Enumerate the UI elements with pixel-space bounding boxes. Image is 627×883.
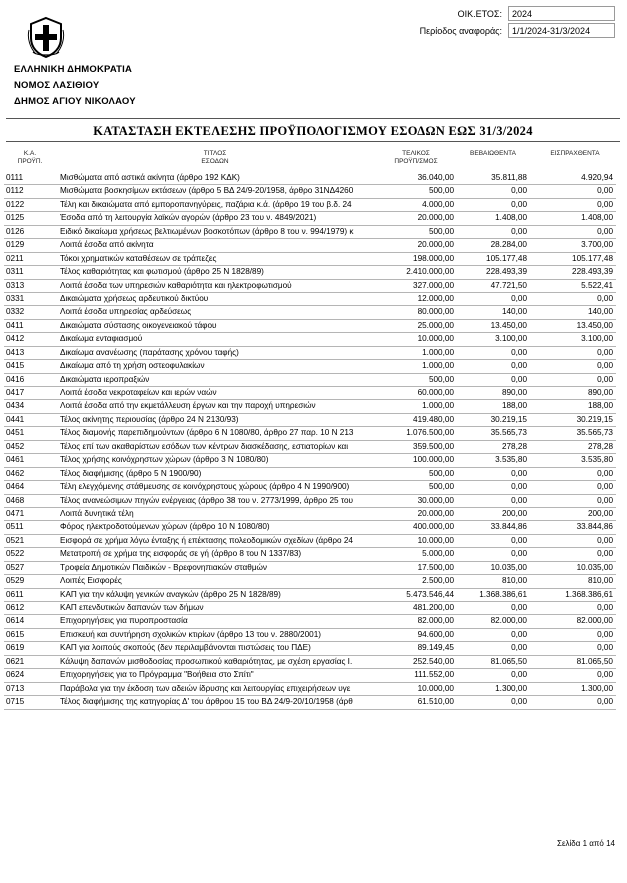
table-row bbox=[4, 562, 616, 575]
row-budget: 10.000,00 bbox=[417, 334, 454, 344]
org-line-municipality: ΔΗΜΟΣ ΑΓΙΟΥ ΝΙΚΟΛΑΟΥ bbox=[14, 96, 136, 107]
table-row bbox=[4, 226, 616, 239]
row-certified: 13.450,00 bbox=[490, 320, 527, 330]
row-certified: 200,00 bbox=[501, 508, 527, 518]
row-collected: 1.368.386,61 bbox=[565, 589, 613, 599]
row-code: 0715 bbox=[6, 697, 25, 707]
greek-coat-of-arms-icon bbox=[27, 16, 65, 58]
row-certified: 0,00 bbox=[511, 186, 527, 196]
row-code: 0511 bbox=[6, 522, 24, 532]
row-title: Τόκοι χρηματικών καταθέσεων σε τράπεζες bbox=[60, 253, 217, 263]
row-collected: 0,00 bbox=[597, 603, 613, 612]
row-code: 0461 bbox=[6, 455, 25, 465]
row-collected: 1.300,00 bbox=[581, 683, 613, 693]
row-code: 0332 bbox=[6, 307, 25, 317]
row-collected: 0,00 bbox=[597, 186, 613, 196]
row-collected: 0,00 bbox=[597, 347, 613, 357]
col-header-collected: ΕΙΣΠΡΑΧΘΕΝΤΑ bbox=[550, 150, 600, 157]
row-budget: 327.000,00 bbox=[413, 280, 454, 290]
row-collected: 0,00 bbox=[597, 549, 613, 559]
row-title: ΚΑΠ για την κάλυψη γενικών αναγκών (άρθρο 25 Ν 1828/89) bbox=[60, 589, 281, 599]
row-certified: 1.408,00 bbox=[495, 213, 527, 223]
row-certified: 0,00 bbox=[511, 347, 527, 357]
row-collected: 140,00 bbox=[587, 307, 613, 317]
row-code: 0451 bbox=[6, 428, 25, 438]
row-code: 0417 bbox=[6, 388, 25, 397]
row-code: 0464 bbox=[6, 482, 25, 492]
row-collected: 0,00 bbox=[597, 199, 613, 209]
row-title: Λοιπά έσοδα υπηρεσίας αρδεύσεως bbox=[60, 307, 192, 317]
table-row bbox=[4, 696, 616, 709]
row-certified: 33.844,86 bbox=[490, 522, 527, 532]
row-title: Λοιπά δυνητικά τέλη bbox=[60, 508, 134, 518]
table-row bbox=[4, 468, 616, 481]
row-collected: 0,00 bbox=[597, 374, 613, 384]
row-code: 0529 bbox=[6, 576, 25, 586]
row-title: Μισθώματα από αστικά ακίνητα (άρθρο 192 ΚΔΚ) bbox=[60, 173, 240, 182]
row-budget: 10.000,00 bbox=[417, 683, 454, 693]
row-title: Μετατροπή σε χρήμα της εισφοράς σε γή (άρθρο 8 του Ν 1337/83) bbox=[60, 549, 302, 559]
row-code: 0126 bbox=[6, 226, 25, 236]
row-code: 0434 bbox=[6, 401, 25, 411]
table-row bbox=[4, 454, 616, 467]
row-code: 0468 bbox=[6, 495, 25, 505]
row-budget: 94.600,00 bbox=[417, 629, 454, 639]
row-title: Επιχορηγήσεις για το Πρόγραμμα "Βοήθεια στο Σπίτι" bbox=[60, 670, 254, 680]
row-collected: 810,00 bbox=[587, 576, 613, 586]
row-collected: 0,00 bbox=[597, 495, 613, 505]
row-title: Παράβολα για την έκδοση των αδειών ίδρυσης και λειτουργίας επιχειρήσεων υγε bbox=[60, 683, 351, 693]
row-title: Τέλος επί των ακαθαρίστων εσόδων των κέντρων διασκέδασης, εστιατορίων και bbox=[60, 441, 349, 451]
row-code: 0452 bbox=[6, 441, 25, 451]
row-title: Μισθώματα βοσκησίμων εκτάσεων (άρθρο 5 ΒΔ 24/9-20/1958, άρθρο 31ΝΔ4260 bbox=[60, 186, 354, 196]
row-title: Τέλη ελεγχόμενης στάθμευσης σε κοινόχρηστους χώρους (άρθρο 4 Ν 1990/900) bbox=[60, 482, 350, 492]
page-number: Σελίδα 1 από 14 bbox=[557, 839, 615, 848]
row-certified: 810,00 bbox=[501, 576, 527, 586]
row-code: 0522 bbox=[6, 549, 25, 559]
row-code: 0621 bbox=[6, 656, 25, 666]
row-code: 0122 bbox=[6, 199, 25, 209]
table-row bbox=[4, 481, 616, 494]
row-code: 0612 bbox=[6, 603, 25, 612]
row-certified: 0,00 bbox=[511, 549, 527, 559]
table-row bbox=[4, 280, 616, 293]
table-row bbox=[4, 253, 616, 266]
title-top-rule bbox=[6, 118, 620, 119]
col-header-code: Κ.Α. ΠΡΟΫΠ. bbox=[17, 150, 43, 165]
row-collected: 0,00 bbox=[597, 670, 613, 680]
row-budget: 4.000,00 bbox=[422, 199, 454, 209]
row-title: Τέλος διαφήμισης (άρθρο 5 Ν 1900/90) bbox=[60, 468, 202, 478]
col-header-title: ΤΙΤΛΟΣ ΕΣΟΔΩΝ bbox=[201, 150, 229, 165]
row-collected: 3.100,00 bbox=[581, 334, 613, 344]
row-certified: 81.065,50 bbox=[490, 656, 527, 666]
row-code: 0125 bbox=[6, 213, 25, 223]
table-row bbox=[4, 427, 616, 440]
row-budget: 10.000,00 bbox=[417, 535, 454, 545]
table-row bbox=[4, 293, 616, 306]
row-code: 0441 bbox=[6, 414, 25, 424]
table-row bbox=[4, 333, 616, 346]
row-code: 0619 bbox=[6, 643, 25, 653]
table-row bbox=[4, 669, 616, 682]
row-collected: 200,00 bbox=[587, 508, 613, 518]
row-budget: 500,00 bbox=[428, 226, 454, 236]
table-row bbox=[4, 320, 616, 333]
row-collected: 5.522,41 bbox=[581, 280, 613, 290]
row-budget: 5.473.546,44 bbox=[406, 589, 454, 599]
table-row bbox=[4, 387, 616, 400]
fiscal-year-label: ΟΙΚ.ΕΤΟΣ: bbox=[457, 9, 502, 19]
row-certified: 35.565,73 bbox=[490, 428, 527, 438]
title-bottom-rule bbox=[6, 141, 620, 142]
row-collected: 278,28 bbox=[587, 441, 613, 451]
table-row bbox=[4, 414, 616, 427]
row-certified: 278,28 bbox=[501, 441, 527, 451]
row-certified: 228.493,39 bbox=[486, 267, 527, 277]
row-budget: 500,00 bbox=[428, 468, 454, 478]
row-title: Λοιπά έσοδα από την εκμετάλλευση έργων και την παροχή υπηρεσιών bbox=[60, 401, 316, 411]
revenue-table bbox=[4, 172, 616, 710]
report-title: ΚΑΤΑΣΤΑΣΗ ΕΚΤΕΛΕΣΗΣ ΠΡΟΫΠΟΛΟΓΙΣΜΟΥ ΕΣΟΔΩΝ ΕΩΣ 31/3/2024 bbox=[93, 124, 533, 138]
row-code: 0415 bbox=[6, 361, 25, 371]
row-certified: 0,00 bbox=[511, 226, 527, 236]
row-certified: 890,00 bbox=[501, 388, 527, 397]
row-certified: 1.300,00 bbox=[495, 683, 527, 693]
col-header-certified: ΒΕΒΑΙΩΘΕΝΤΑ bbox=[470, 150, 516, 157]
row-certified: 47.721,50 bbox=[490, 280, 527, 290]
row-budget: 30.000,00 bbox=[417, 495, 454, 505]
row-title: ΚΑΠ για λοιπούς σκοπούς (δεν περιλαμβάνονται πιστώσεις του ΠΔΕ) bbox=[60, 643, 311, 653]
row-code: 0311 bbox=[6, 267, 24, 277]
row-collected: 10.035,00 bbox=[576, 562, 613, 572]
table-row bbox=[4, 575, 616, 588]
table-row bbox=[4, 172, 616, 185]
row-certified: 0,00 bbox=[511, 199, 527, 209]
row-title: Δικαίωμα ενταφιασμού bbox=[60, 334, 143, 344]
row-budget: 20.000,00 bbox=[417, 508, 454, 518]
row-certified: 82.000,00 bbox=[490, 616, 527, 626]
table-row bbox=[4, 199, 616, 212]
row-title: ΚΑΠ επενδυτικών δαπανών των δήμων bbox=[60, 603, 204, 612]
row-collected: 188,00 bbox=[587, 401, 613, 411]
row-code: 0521 bbox=[6, 535, 25, 545]
row-budget: 80.000,00 bbox=[417, 307, 454, 317]
row-title: Εισφορά σε χρήμα λόγω ένταξης ή επέκτασης πολεοδομικών σχεδίων (άρθρο 24 bbox=[60, 535, 353, 545]
table-row bbox=[4, 495, 616, 508]
row-code: 0112 bbox=[6, 186, 24, 196]
table-row bbox=[4, 360, 616, 373]
org-line-prefecture: ΝΟΜΟΣ ΛΑΣΙΘΙΟΥ bbox=[14, 80, 100, 91]
row-collected: 1.408,00 bbox=[581, 213, 613, 223]
row-collected: 82.000,00 bbox=[576, 616, 613, 626]
row-budget: 500,00 bbox=[428, 482, 454, 492]
row-certified: 1.368.386,61 bbox=[479, 589, 527, 599]
row-budget: 481.200,00 bbox=[413, 603, 454, 612]
row-title: Ειδικό δικαίωμα χρήσεως βελτιωμένων βοσκοτόπων (άρθρο 8 του ν. 994/1979) κ bbox=[60, 226, 354, 236]
table-row bbox=[4, 629, 616, 642]
row-certified: 35.811,88 bbox=[491, 173, 527, 182]
table-row bbox=[4, 589, 616, 602]
row-title: Τέλη και δικαιώματα από εμποροπανηγύρεις, παζάρια κ.ά. (άρθρο 19 του β.δ. 24 bbox=[60, 199, 352, 209]
row-certified: 0,00 bbox=[511, 374, 527, 384]
table-row bbox=[4, 239, 616, 252]
row-budget: 1.000,00 bbox=[422, 347, 454, 357]
row-budget: 2.500,00 bbox=[422, 576, 454, 586]
row-title: Τέλος ανανεώσιμων πηγών ενέργειας (άρθρο 38 του ν. 2773/1999, άρθρο 25 του bbox=[60, 495, 353, 505]
row-budget: 198.000,00 bbox=[413, 253, 454, 263]
row-title: Δικαίωμα από τη χρήση οστεοφυλακίων bbox=[60, 361, 205, 371]
row-budget: 2.410.000,00 bbox=[406, 267, 454, 277]
row-title: Επισκευή και συντήρηση σχολικών κτιρίων (άρθρο 13 του ν. 2880/2001) bbox=[60, 629, 321, 639]
row-title: Δικαιώματα χρήσεως αρδευτικού δικτύου bbox=[60, 293, 209, 303]
row-budget: 419.480,00 bbox=[413, 414, 454, 424]
row-budget: 20.000,00 bbox=[417, 213, 454, 223]
row-collected: 35.565,73 bbox=[576, 428, 613, 438]
table-row bbox=[4, 521, 616, 534]
row-collected: 0,00 bbox=[597, 535, 613, 545]
row-title: Τέλος διαφήμισης της κατηγορίας Δ' του άρθρου 15 του ΒΔ 24/9-20/10/1958 (άρθ bbox=[60, 697, 353, 707]
row-code: 0416 bbox=[6, 374, 25, 384]
row-budget: 400.000,00 bbox=[413, 522, 454, 532]
row-title: Λοιπά έσοδα νεκροταφείων και ιερών ναών bbox=[60, 388, 217, 397]
row-budget: 500,00 bbox=[428, 186, 454, 196]
row-certified: 188,00 bbox=[501, 401, 527, 411]
row-certified: 0,00 bbox=[511, 643, 527, 653]
row-code: 0211 bbox=[6, 253, 24, 263]
table-row bbox=[4, 615, 616, 628]
table-row bbox=[4, 400, 616, 413]
row-code: 0413 bbox=[6, 347, 25, 357]
table-row bbox=[4, 374, 616, 387]
row-code: 0331 bbox=[6, 293, 25, 303]
row-title: Δικαίωμα ανανέωσης (παράτασης χρόνου ταφής) bbox=[60, 347, 239, 357]
row-budget: 12.000,00 bbox=[417, 293, 454, 303]
table-row bbox=[4, 441, 616, 454]
row-code: 0411 bbox=[6, 320, 24, 330]
row-collected: 890,00 bbox=[587, 388, 613, 397]
row-title: Λοιπά έσοδα των υπηρεσιών καθαριότητα και ηλεκτροφωτισμού bbox=[60, 280, 292, 290]
row-code: 0471 bbox=[6, 508, 25, 518]
row-budget: 17.500,00 bbox=[417, 562, 454, 572]
row-collected: 30.219,15 bbox=[576, 414, 613, 424]
row-code: 0462 bbox=[6, 468, 25, 478]
row-code: 0129 bbox=[6, 240, 25, 250]
row-certified: 0,00 bbox=[511, 495, 527, 505]
row-collected: 0,00 bbox=[597, 482, 613, 492]
row-collected: 0,00 bbox=[597, 629, 613, 639]
row-title: Τέλος χρήσης κοινόχρηστων χώρων (άρθρο 3 Ν 1080/80) bbox=[60, 455, 269, 465]
row-title: Δικαιώματα σύστασης οικογενειακού τάφου bbox=[60, 320, 217, 330]
row-collected: 0,00 bbox=[597, 643, 613, 653]
table-row bbox=[4, 602, 616, 615]
row-certified: 0,00 bbox=[511, 603, 527, 612]
row-collected: 0,00 bbox=[597, 697, 613, 707]
row-certified: 3.535,80 bbox=[495, 455, 527, 465]
row-collected: 0,00 bbox=[597, 361, 613, 371]
row-collected: 33.844,86 bbox=[576, 522, 613, 532]
row-title: Κάλυψη δαπανών μισθοδοσίας προσωπικού καθαριότητας, με σχέση εργασίας Ι. bbox=[60, 656, 353, 666]
row-certified: 105.177,48 bbox=[486, 253, 527, 263]
row-certified: 0,00 bbox=[511, 535, 527, 545]
fiscal-year-field: 2024 bbox=[508, 6, 615, 21]
row-collected: 0,00 bbox=[597, 226, 613, 236]
row-budget: 5.000,00 bbox=[422, 549, 454, 559]
row-code: 0614 bbox=[6, 616, 25, 626]
row-collected: 81.065,50 bbox=[576, 656, 613, 666]
table-row bbox=[4, 548, 616, 561]
row-budget: 1.076.500,00 bbox=[406, 428, 454, 438]
col-header-budget: ΤΕΛΙΚΟΣ ΠΡΟΫΠ/ΣΜΟΣ bbox=[394, 150, 438, 165]
row-certified: 30.219,15 bbox=[490, 414, 527, 424]
row-collected: 0,00 bbox=[597, 468, 613, 478]
row-budget: 100.000,00 bbox=[413, 455, 454, 465]
row-title: Δικαιώματα ιεροπραξιών bbox=[60, 374, 150, 384]
period-field: 1/1/2024-31/3/2024 bbox=[508, 23, 615, 38]
table-row bbox=[4, 656, 616, 669]
row-budget: 89.149,45 bbox=[417, 643, 454, 653]
row-collected: 13.450,00 bbox=[576, 320, 613, 330]
row-title: Τέλος διαμονής παρεπιδημούντων (άρθρο 6 Ν 1080/80, άρθρο 27 παρ. 10 Ν 213 bbox=[60, 428, 354, 438]
row-collected: 105.177,48 bbox=[572, 253, 613, 263]
row-budget: 111.552,00 bbox=[414, 670, 454, 680]
row-code: 0615 bbox=[6, 629, 25, 639]
row-budget: 60.000,00 bbox=[417, 388, 454, 397]
row-certified: 0,00 bbox=[511, 629, 527, 639]
row-budget: 36.040,00 bbox=[417, 173, 454, 182]
row-title: Επιχορηγήσεις για πυροπροστασία bbox=[60, 616, 188, 626]
row-title: Λοιπές Εισφορές bbox=[60, 576, 122, 586]
row-collected: 4.920,94 bbox=[581, 173, 613, 182]
row-budget: 1.000,00 bbox=[422, 401, 454, 411]
table-row bbox=[4, 347, 616, 360]
row-certified: 140,00 bbox=[501, 307, 527, 317]
row-collected: 228.493,39 bbox=[572, 267, 613, 277]
row-code: 0611 bbox=[6, 589, 24, 599]
row-title: Τροφεία Δημοτικών Παιδικών - Βρεφονηπιακών σταθμών bbox=[60, 562, 268, 572]
row-budget: 61.510,00 bbox=[417, 697, 454, 707]
row-certified: 28.284,00 bbox=[490, 240, 527, 250]
row-budget: 20.000,00 bbox=[417, 240, 454, 250]
row-title: Έσοδα από τη λειτουργία λαϊκών αγορών (άρθρο 23 του ν. 4849/2021) bbox=[60, 213, 317, 223]
row-budget: 500,00 bbox=[428, 374, 454, 384]
row-certified: 0,00 bbox=[511, 468, 527, 478]
row-budget: 359.500,00 bbox=[413, 441, 454, 451]
row-certified: 0,00 bbox=[511, 697, 527, 707]
org-line-republic: ΕΛΛΗΝΙΚΗ ΔΗΜΟΚΡΑΤΙΑ bbox=[14, 64, 133, 75]
table-row bbox=[4, 535, 616, 548]
row-code: 0313 bbox=[6, 280, 25, 290]
row-code: 0111 bbox=[6, 173, 23, 182]
row-code: 0713 bbox=[6, 683, 25, 693]
table-row bbox=[4, 642, 616, 655]
row-code: 0624 bbox=[6, 670, 25, 680]
row-certified: 10.035,00 bbox=[490, 562, 527, 572]
row-code: 0412 bbox=[6, 334, 25, 344]
row-collected: 3.535,80 bbox=[581, 455, 613, 465]
row-certified: 0,00 bbox=[511, 361, 527, 371]
row-certified: 0,00 bbox=[511, 670, 527, 680]
period-label: Περίοδος αναφοράς: bbox=[419, 26, 502, 36]
row-collected: 3.700,00 bbox=[581, 240, 613, 250]
row-certified: 0,00 bbox=[511, 482, 527, 492]
row-title: Τέλος ακίνητης περιουσίας (άρθρο 24 Ν 2130/93) bbox=[60, 414, 239, 424]
table-row bbox=[4, 266, 616, 279]
table-row bbox=[4, 185, 616, 198]
row-title: Τέλος καθαριότητας και φωτισμού (άρθρο 25 Ν 1828/89) bbox=[60, 267, 264, 277]
row-code: 0527 bbox=[6, 562, 25, 572]
table-row bbox=[4, 508, 616, 521]
row-budget: 252.540,00 bbox=[413, 656, 454, 666]
table-row bbox=[4, 212, 616, 225]
row-certified: 0,00 bbox=[511, 293, 527, 303]
row-collected: 0,00 bbox=[597, 293, 613, 303]
table-row bbox=[4, 306, 616, 319]
row-title: Λοιπά έσοδα από ακίνητα bbox=[60, 240, 154, 250]
row-budget: 1.000,00 bbox=[422, 361, 454, 371]
table-row bbox=[4, 683, 616, 696]
row-title: Φόρος ηλεκτροδοτούμενων χώρων (άρθρο 10 Ν 1080/80) bbox=[60, 522, 270, 532]
row-certified: 3.100,00 bbox=[495, 334, 527, 344]
row-budget: 25.000,00 bbox=[417, 320, 454, 330]
row-budget: 82.000,00 bbox=[417, 616, 454, 626]
